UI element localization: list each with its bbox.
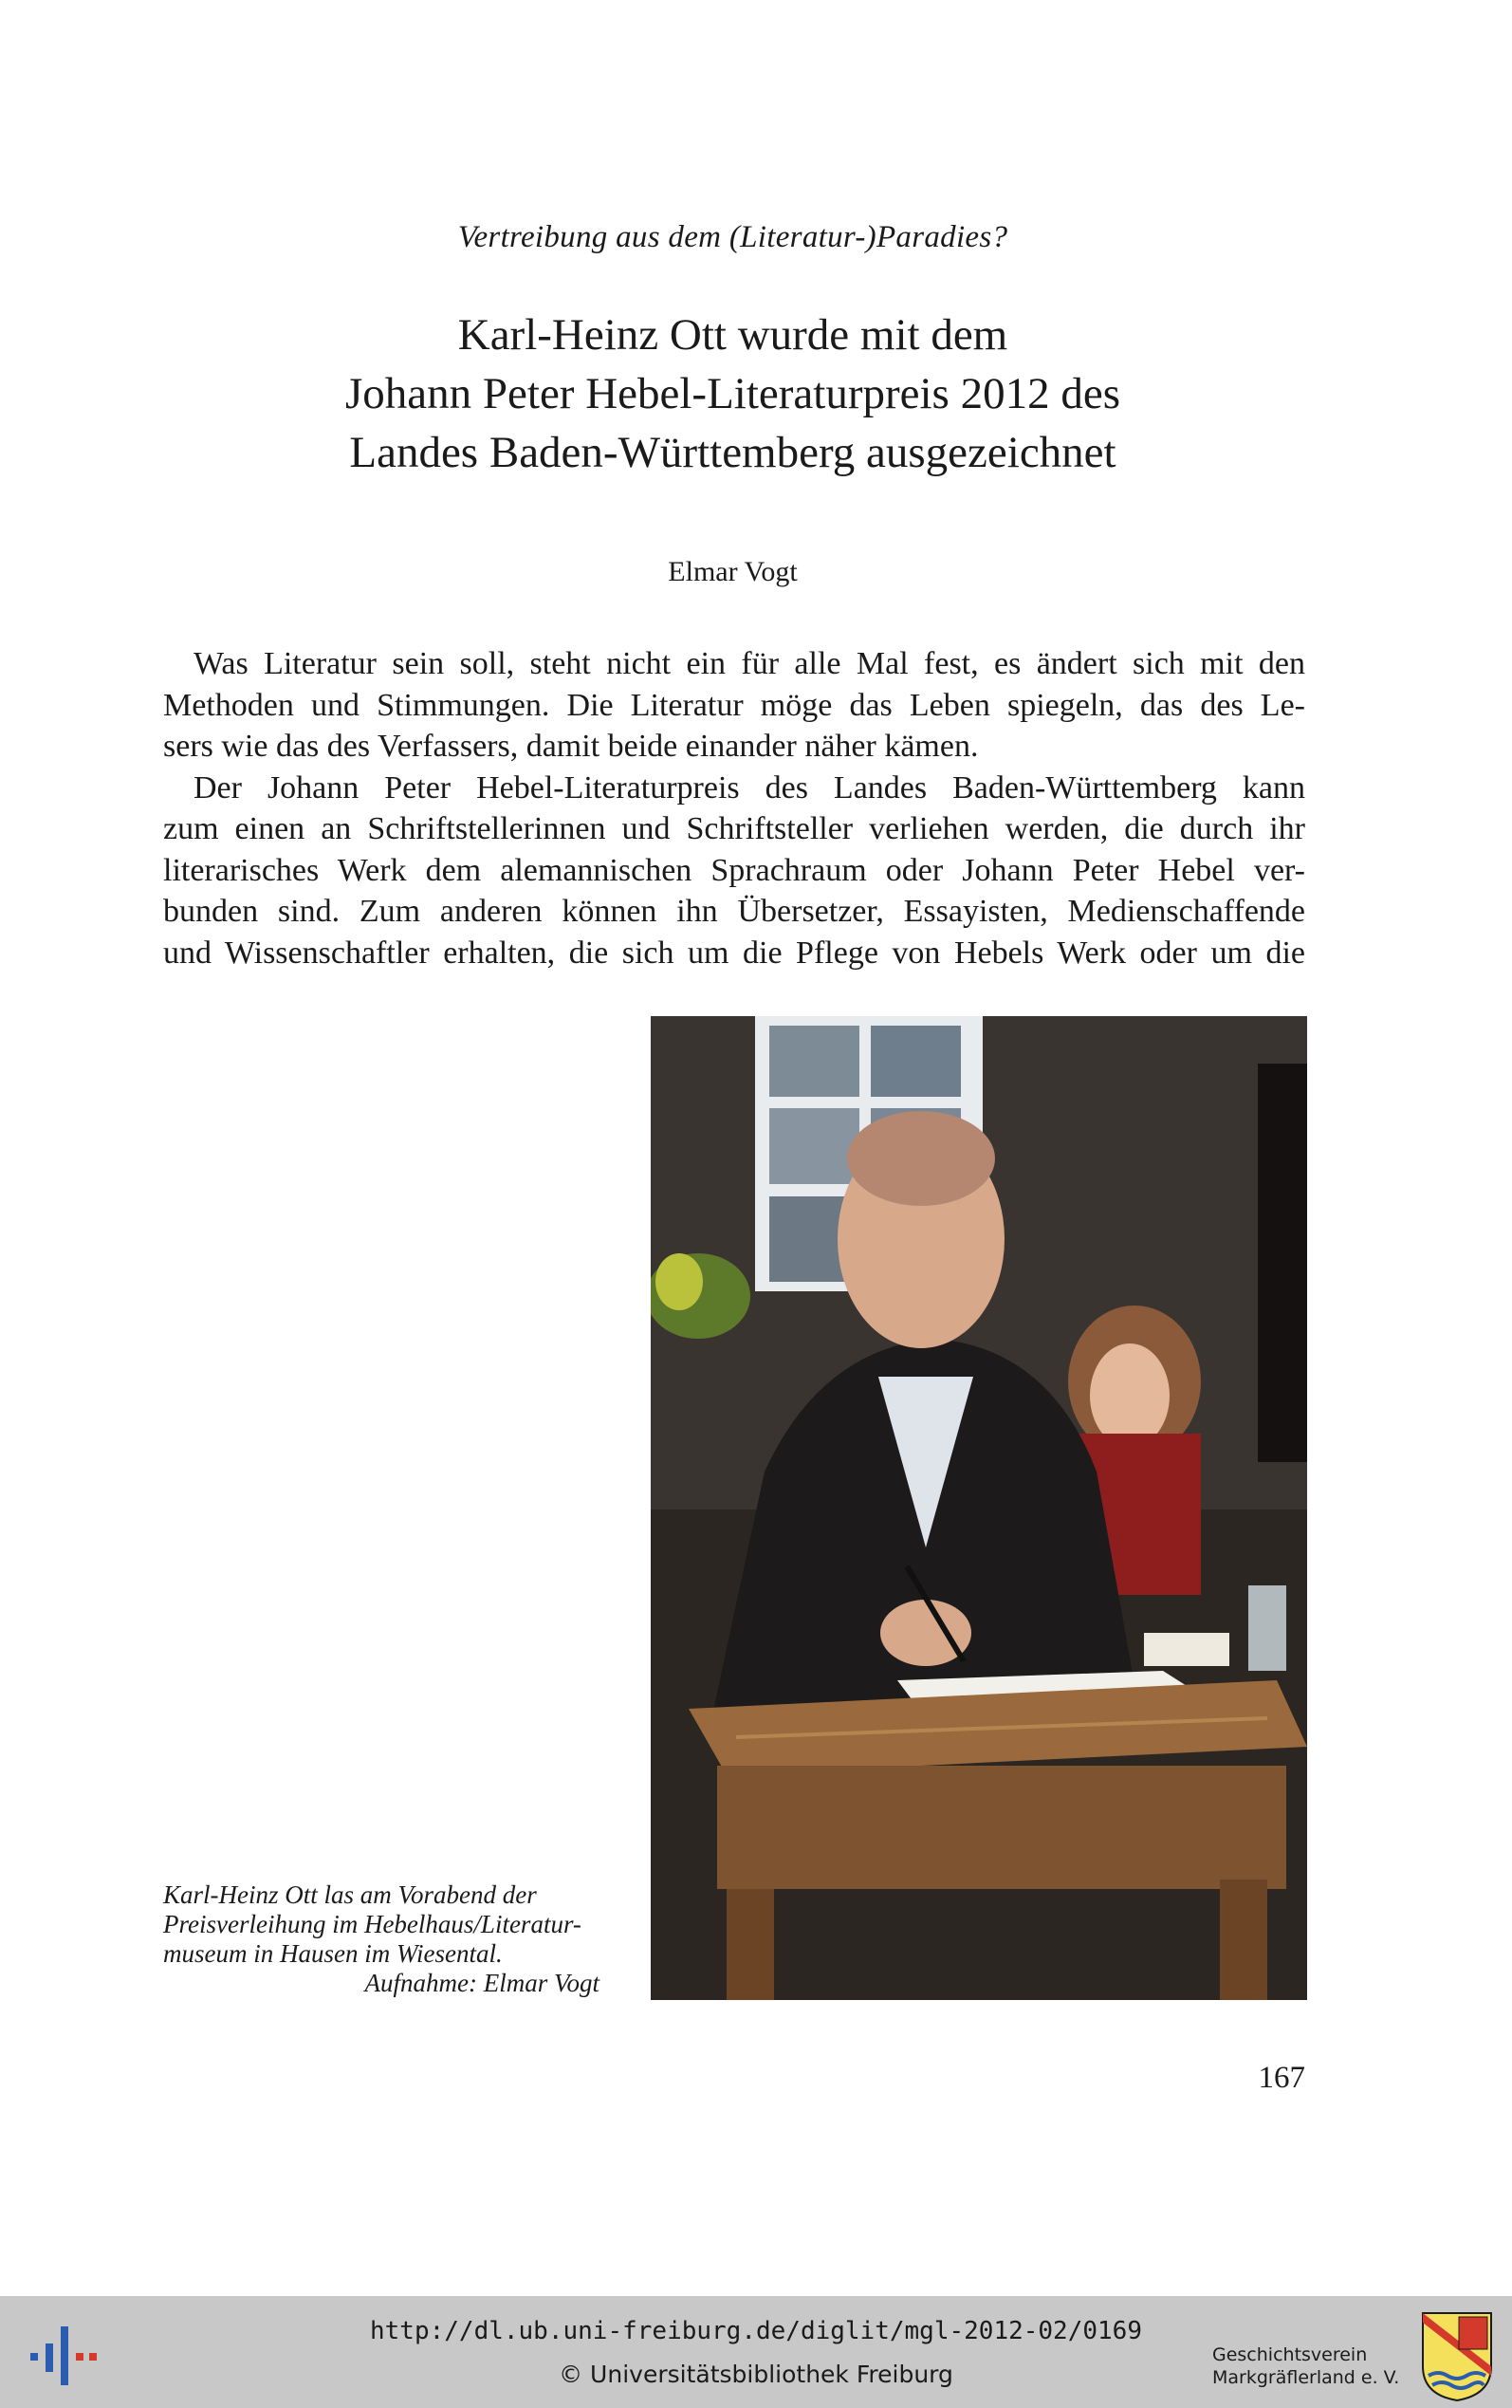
title-line: Landes Baden-Württemberg ausgezeichnet bbox=[349, 428, 1116, 477]
article-body bbox=[163, 643, 1305, 973]
title-line: Karl-Heinz Ott wurde mit dem bbox=[457, 310, 1008, 360]
article-kicker: Vertreibung aus dem (Literatur-)Paradies? bbox=[457, 220, 1008, 254]
body-line: Der Johann Peter Hebel-Literaturpreis des Landes Baden-Württemberg kann bbox=[194, 769, 1305, 806]
society-crest-icon bbox=[1419, 2309, 1495, 2402]
title-line: Johann Peter Hebel-Literaturpreis 2012 des bbox=[344, 369, 1120, 418]
body-line: bunden sind. Zum anderen können ihn Übersetzer, Essayisten, Medienschaffende bbox=[163, 894, 1305, 929]
body-line: Methoden und Stimmungen. Die Literatur möge das Leben spiegeln, das des Le- bbox=[163, 687, 1305, 723]
body-line: zum einen an Schriftstellerinnen und Schriftsteller verliehen werden, die durch ihr bbox=[163, 811, 1305, 846]
photo-caption bbox=[163, 1880, 618, 1998]
article-photo bbox=[651, 1016, 1307, 2000]
footer-url-link[interactable]: http://dl.ub.uni-freiburg.de/diglit/mgl-2012-02/0169 bbox=[370, 2317, 1142, 2345]
caption-line: Preisverleihung im Hebelhaus/Literatur- bbox=[163, 1910, 581, 1938]
article-title bbox=[0, 306, 1466, 482]
society-name-line: Geschichtsverein bbox=[1212, 2344, 1368, 2365]
photo-credit: Aufnahme: Elmar Vogt bbox=[364, 1969, 599, 1997]
society-name bbox=[1212, 2343, 1399, 2389]
body-line: literarisches Werk dem alemannischen Sprachraum oder Johann Peter Hebel ver- bbox=[163, 852, 1305, 888]
footer-copyright: © Universitätsbibliothek Freiburg bbox=[559, 2361, 953, 2388]
body-line: Was Literatur sein soll, steht nicht ein für alle Mal fest, es ändert sich mit den bbox=[194, 646, 1305, 681]
footer-bar bbox=[0, 2296, 1512, 2408]
caption-line: Karl-Heinz Ott las am Vorabend der bbox=[163, 1880, 537, 1909]
society-name-line: Markgräflerland e. V. bbox=[1212, 2367, 1400, 2388]
body-line: und Wissenschaftler erhalten, die sich um die Pflege von Hebels Werk oder um die bbox=[163, 935, 1305, 971]
caption-line: museum in Hausen im Wiesental. bbox=[163, 1939, 503, 1968]
body-line: sers wie das des Verfassers, damit beide einander näher kämen. bbox=[163, 729, 979, 764]
photo-illustration bbox=[651, 1016, 1307, 2000]
page-number: 167 bbox=[1258, 2061, 1305, 2095]
article-author: Elmar Vogt bbox=[668, 556, 798, 587]
